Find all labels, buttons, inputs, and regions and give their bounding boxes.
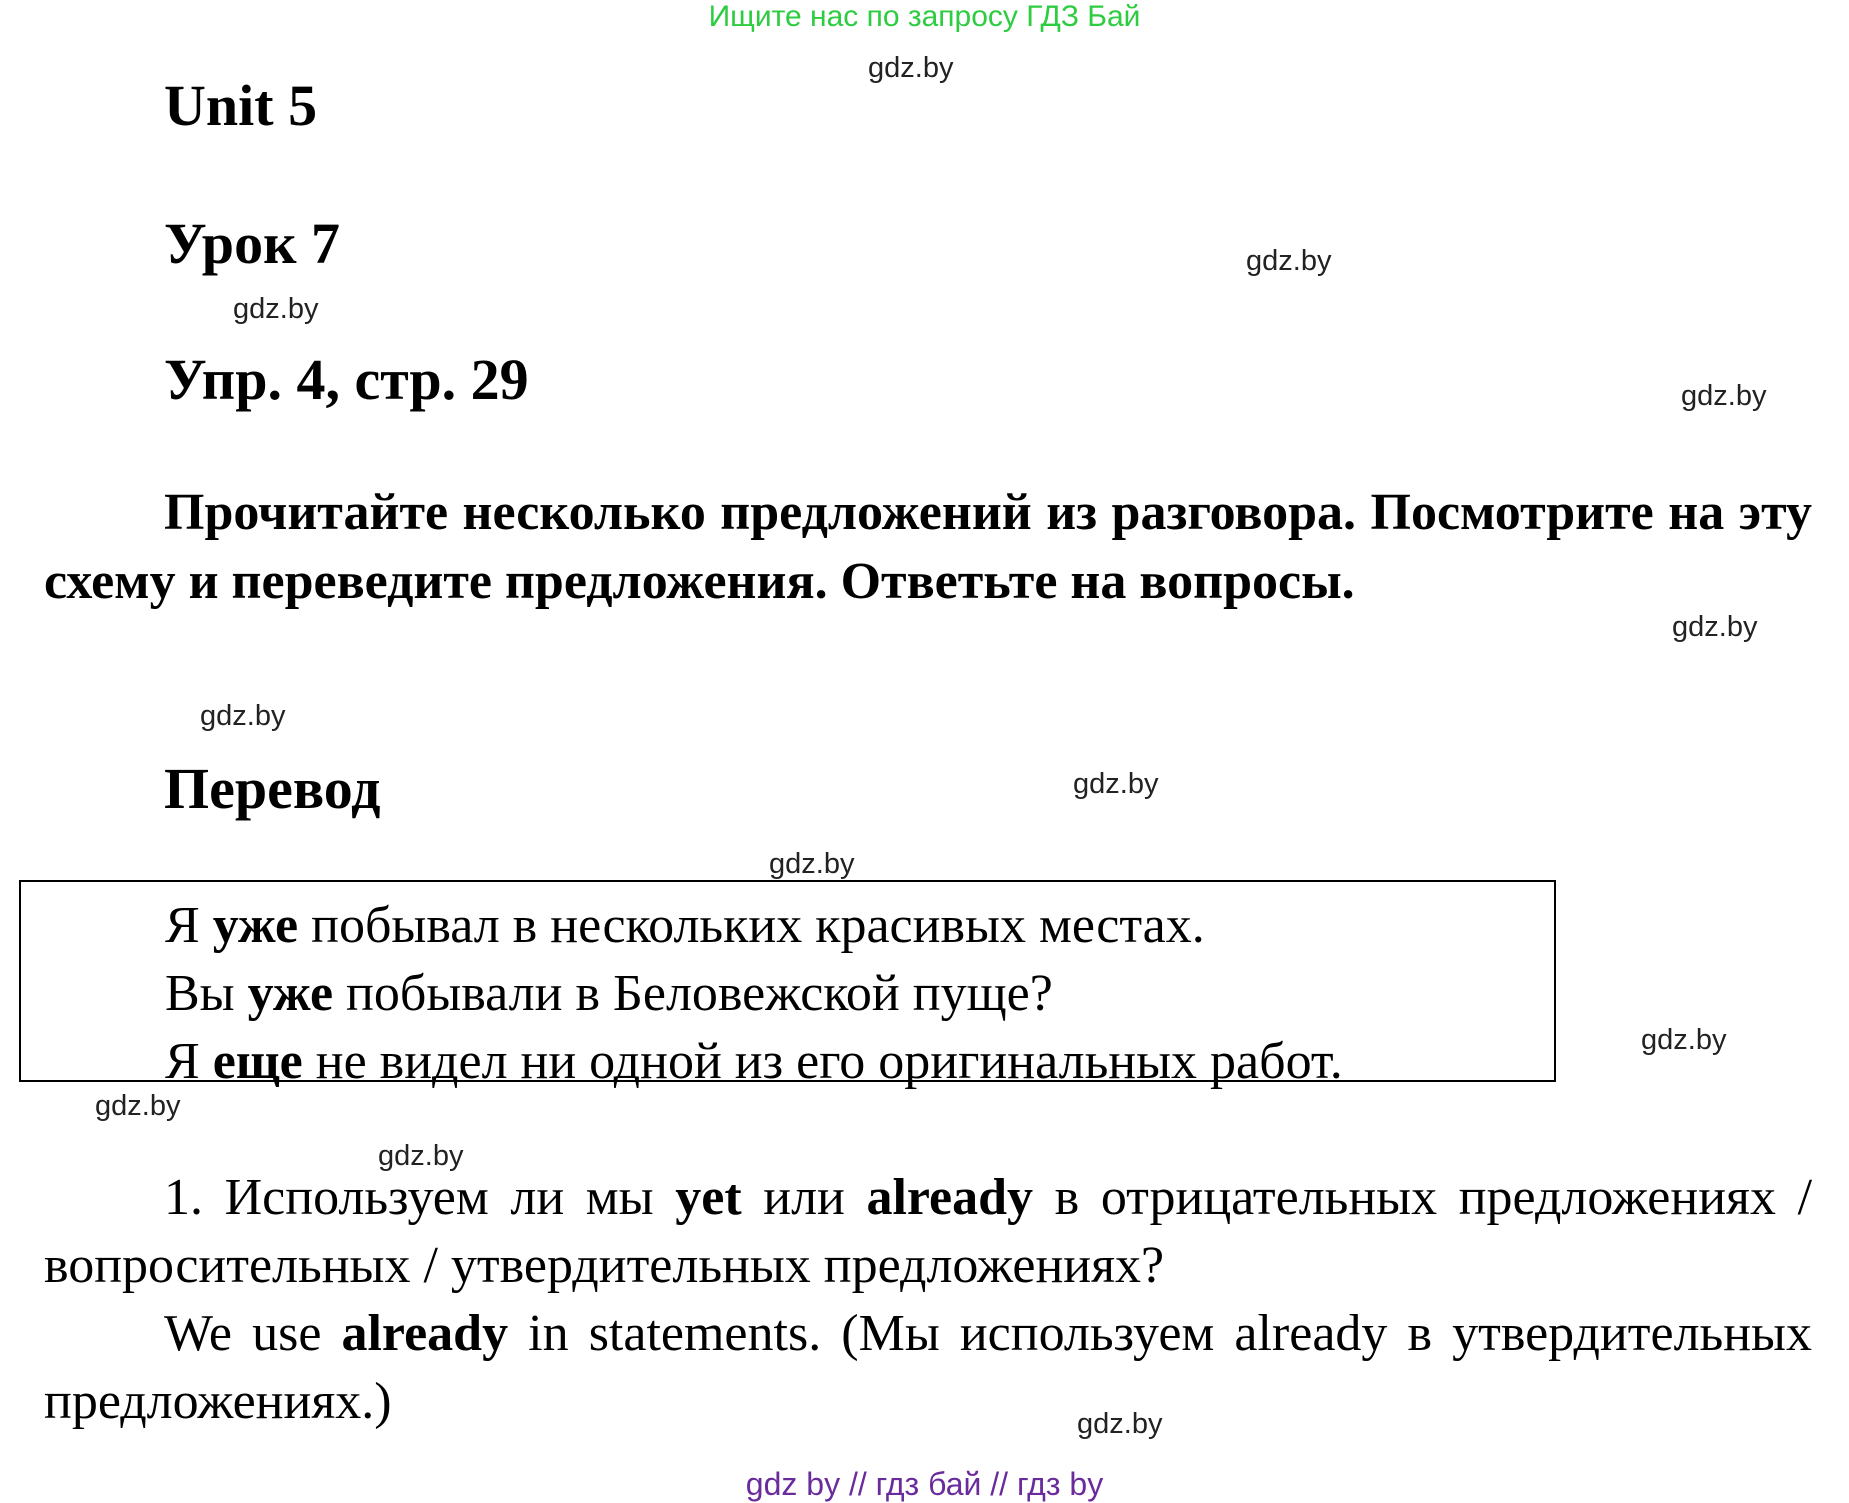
watermark: gdz.by	[1073, 768, 1159, 800]
sentence-text: Я	[165, 1033, 213, 1090]
translation-heading: Перевод	[164, 756, 381, 821]
sentence-text: побывали в Беловежской пуще?	[333, 965, 1053, 1022]
highlight-word: еще	[212, 1033, 303, 1090]
task-instructions: Прочитайте несколько предложений из разговора. Посмотрите на эту схему и переведите предложения. Ответьте на вопросы.	[44, 484, 1812, 610]
question-1	[44, 1164, 1812, 1300]
watermark: gdz.by	[378, 1140, 464, 1172]
example-box	[19, 880, 1556, 1090]
lesson-title: Урок 7	[164, 211, 340, 276]
watermark: gdz.by	[1246, 245, 1332, 277]
watermark: gdz.by	[1681, 380, 1767, 412]
watermark: gdz.by	[95, 1090, 181, 1122]
highlight-word: уже	[212, 897, 299, 954]
example-sentence-1	[165, 896, 1205, 955]
question-text: 1. Используем ли мы	[164, 1169, 676, 1226]
watermark: gdz.by	[233, 293, 319, 325]
example-sentence-2	[165, 964, 1053, 1023]
watermark: gdz.by	[1672, 611, 1758, 643]
sentence-text: Я	[165, 897, 213, 954]
keyword: yet	[675, 1169, 742, 1226]
answer-1	[44, 1300, 1812, 1436]
watermark: gdz.by	[868, 52, 954, 84]
sentence-text: побывал в нескольких красивых местах.	[298, 897, 1205, 954]
question-text: в отрицательных предложениях /вопросительных / утвердительных предложениях?	[44, 1169, 1813, 1294]
question-text: или	[741, 1169, 867, 1226]
highlight-word: уже	[247, 965, 334, 1022]
footer-links: gdz by // гдз бай // гдз by	[745, 1466, 1104, 1502]
unit-title: Unit 5	[164, 73, 318, 138]
watermark: gdz.by	[1077, 1408, 1163, 1440]
watermark: gdz.by	[769, 848, 855, 880]
exercise-title: Упр. 4, стр. 29	[164, 347, 529, 412]
answer-text: We use	[164, 1305, 342, 1362]
watermark: gdz.by	[200, 700, 286, 732]
search-banner: Ищите нас по запросу ГДЗ Бай	[708, 0, 1141, 33]
watermark: gdz.by	[1641, 1024, 1727, 1056]
sentence-text: не видел ни одной из его оригинальных работ.	[302, 1033, 1343, 1090]
answer-text: in statements. (Мы используем already в утвердительных предложениях.)	[44, 1305, 1812, 1430]
example-sentence-3	[165, 1032, 1343, 1091]
keyword: already	[866, 1169, 1034, 1226]
sentence-text: Вы	[165, 965, 248, 1022]
keyword: already	[341, 1305, 509, 1362]
